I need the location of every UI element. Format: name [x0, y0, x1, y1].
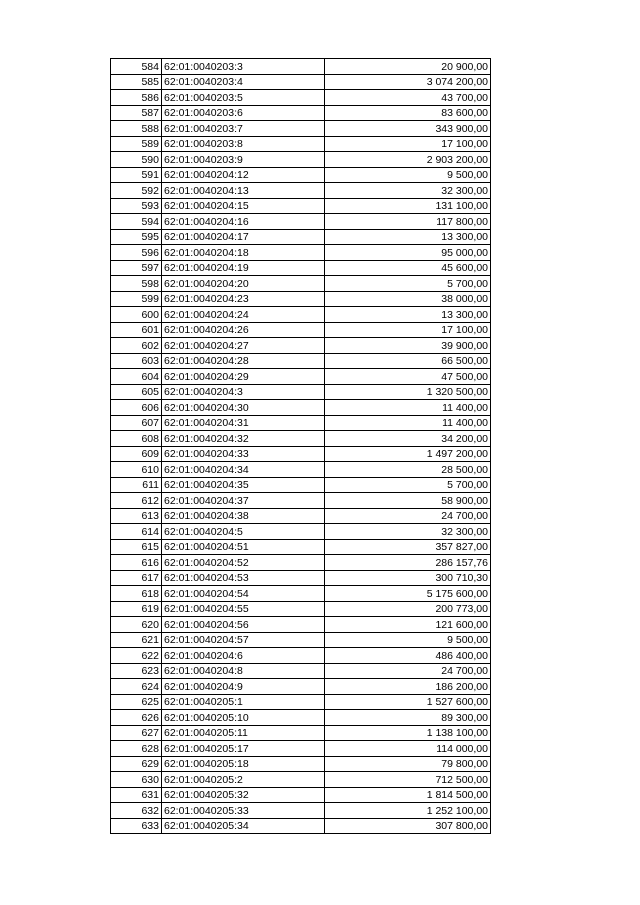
row-number-cell: 593: [111, 198, 162, 214]
cadastral-value-cell: 300 710,30: [325, 570, 491, 586]
cadastral-value-cell: 2 903 200,00: [325, 152, 491, 168]
row-number-cell: 626: [111, 710, 162, 726]
row-number-cell: 587: [111, 105, 162, 121]
table-row: [111, 291, 491, 307]
row-number-cell: 609: [111, 446, 162, 462]
row-number-cell: 589: [111, 136, 162, 152]
cadastral-number-cell: 62:01:0040204:53: [162, 570, 325, 586]
cadastral-number-cell: 62:01:0040204:27: [162, 338, 325, 354]
cadastral-number-cell: 62:01:0040204:35: [162, 477, 325, 493]
row-number-cell: 630: [111, 772, 162, 788]
table-row: [111, 741, 491, 757]
row-number-cell: 621: [111, 632, 162, 648]
cadastral-number-cell: 62:01:0040204:19: [162, 260, 325, 276]
cadastral-number-cell: 62:01:0040203:4: [162, 74, 325, 90]
table-row: [111, 183, 491, 199]
row-number-cell: 591: [111, 167, 162, 183]
cadastral-number-cell: 62:01:0040204:6: [162, 648, 325, 664]
cadastral-number-cell: 62:01:0040204:51: [162, 539, 325, 555]
cadastral-number-cell: 62:01:0040204:37: [162, 493, 325, 509]
table-row: [111, 663, 491, 679]
row-number-cell: 628: [111, 741, 162, 757]
cadastral-number-cell: 62:01:0040203:6: [162, 105, 325, 121]
cadastral-value-cell: 89 300,00: [325, 710, 491, 726]
cadastral-number-cell: 62:01:0040204:12: [162, 167, 325, 183]
table-row: [111, 415, 491, 431]
cadastral-number-cell: 62:01:0040204:32: [162, 431, 325, 447]
cadastral-number-cell: 62:01:0040205:33: [162, 803, 325, 819]
table-row: [111, 214, 491, 230]
cadastral-number-cell: 62:01:0040205:11: [162, 725, 325, 741]
row-number-cell: 606: [111, 400, 162, 416]
table-row: [111, 59, 491, 75]
cadastral-value-cell: 9 500,00: [325, 167, 491, 183]
table-row: [111, 756, 491, 772]
cadastral-value-cell: 11 400,00: [325, 400, 491, 416]
cadastral-number-cell: 62:01:0040204:31: [162, 415, 325, 431]
cadastral-number-cell: 62:01:0040204:20: [162, 276, 325, 292]
cadastral-value-cell: 1 814 500,00: [325, 787, 491, 803]
table-row: [111, 369, 491, 385]
table-row: [111, 694, 491, 710]
row-number-cell: 603: [111, 353, 162, 369]
table-row: [111, 710, 491, 726]
row-number-cell: 602: [111, 338, 162, 354]
row-number-cell: 633: [111, 818, 162, 834]
cadastral-value-cell: 121 600,00: [325, 617, 491, 633]
cadastral-value-cell: 24 700,00: [325, 508, 491, 524]
row-number-cell: 585: [111, 74, 162, 90]
cadastral-value-cell: 1 138 100,00: [325, 725, 491, 741]
table-row: [111, 152, 491, 168]
row-number-cell: 594: [111, 214, 162, 230]
cadastral-value-cell: 47 500,00: [325, 369, 491, 385]
table-row: [111, 725, 491, 741]
cadastral-number-cell: 62:01:0040204:3: [162, 384, 325, 400]
cadastral-number-cell: 62:01:0040205:18: [162, 756, 325, 772]
cadastral-number-cell: 62:01:0040204:5: [162, 524, 325, 540]
cadastral-value-cell: 34 200,00: [325, 431, 491, 447]
cadastral-number-cell: 62:01:0040204:26: [162, 322, 325, 338]
row-number-cell: 597: [111, 260, 162, 276]
table-row: [111, 818, 491, 834]
cadastral-number-cell: 62:01:0040204:24: [162, 307, 325, 323]
cadastral-number-cell: 62:01:0040203:9: [162, 152, 325, 168]
row-number-cell: 624: [111, 679, 162, 695]
cadastral-number-cell: 62:01:0040205:17: [162, 741, 325, 757]
table-row: [111, 400, 491, 416]
row-number-cell: 618: [111, 586, 162, 602]
cadastral-number-cell: 62:01:0040203:3: [162, 59, 325, 75]
table-row: [111, 198, 491, 214]
table-row: [111, 462, 491, 478]
cadastral-number-cell: 62:01:0040204:8: [162, 663, 325, 679]
row-number-cell: 590: [111, 152, 162, 168]
cadastral-value-cell: 5 700,00: [325, 276, 491, 292]
table-row: [111, 74, 491, 90]
cadastral-number-cell: 62:01:0040205:34: [162, 818, 325, 834]
cadastral-number-cell: 62:01:0040204:9: [162, 679, 325, 695]
cadastral-value-cell: 1 320 500,00: [325, 384, 491, 400]
row-number-cell: 612: [111, 493, 162, 509]
row-number-cell: 598: [111, 276, 162, 292]
cadastral-number-cell: 62:01:0040204:18: [162, 245, 325, 261]
cadastral-value-cell: 79 800,00: [325, 756, 491, 772]
cadastral-value-cell: 11 400,00: [325, 415, 491, 431]
table-row: [111, 617, 491, 633]
cadastral-number-cell: 62:01:0040204:16: [162, 214, 325, 230]
table-row: [111, 632, 491, 648]
row-number-cell: 586: [111, 90, 162, 106]
cadastral-value-cell: 5 175 600,00: [325, 586, 491, 602]
table-row: [111, 260, 491, 276]
table-row: [111, 679, 491, 695]
row-number-cell: 617: [111, 570, 162, 586]
row-number-cell: 610: [111, 462, 162, 478]
row-number-cell: 623: [111, 663, 162, 679]
cadastral-number-cell: 62:01:0040205:2: [162, 772, 325, 788]
table-row: [111, 431, 491, 447]
cadastral-value-cell: 83 600,00: [325, 105, 491, 121]
table-row: [111, 121, 491, 137]
cadastral-number-cell: 62:01:0040205:1: [162, 694, 325, 710]
cadastral-value-cell: 343 900,00: [325, 121, 491, 137]
cadastral-number-cell: 62:01:0040203:7: [162, 121, 325, 137]
cadastral-value-cell: 28 500,00: [325, 462, 491, 478]
row-number-cell: 608: [111, 431, 162, 447]
cadastral-number-cell: 62:01:0040204:56: [162, 617, 325, 633]
cadastral-value-cell: 32 300,00: [325, 524, 491, 540]
table-row: [111, 508, 491, 524]
row-number-cell: 631: [111, 787, 162, 803]
table-row: [111, 555, 491, 571]
cadastral-value-table: [110, 58, 491, 834]
cadastral-value-cell: 95 000,00: [325, 245, 491, 261]
cadastral-value-cell: 32 300,00: [325, 183, 491, 199]
row-number-cell: 615: [111, 539, 162, 555]
cadastral-number-cell: 62:01:0040204:33: [162, 446, 325, 462]
cadastral-number-cell: 62:01:0040204:15: [162, 198, 325, 214]
table-row: [111, 493, 491, 509]
cadastral-value-cell: 43 700,00: [325, 90, 491, 106]
row-number-cell: 627: [111, 725, 162, 741]
table-row: [111, 90, 491, 106]
cadastral-number-cell: 62:01:0040205:10: [162, 710, 325, 726]
row-number-cell: 605: [111, 384, 162, 400]
table-row: [111, 167, 491, 183]
cadastral-value-cell: 24 700,00: [325, 663, 491, 679]
row-number-cell: 632: [111, 803, 162, 819]
table-row: [111, 353, 491, 369]
row-number-cell: 592: [111, 183, 162, 199]
cadastral-value-cell: 1 497 200,00: [325, 446, 491, 462]
cadastral-number-cell: 62:01:0040204:17: [162, 229, 325, 245]
table-row: [111, 307, 491, 323]
table-row: [111, 570, 491, 586]
cadastral-number-cell: 62:01:0040204:34: [162, 462, 325, 478]
cadastral-value-cell: 186 200,00: [325, 679, 491, 695]
cadastral-value-cell: 486 400,00: [325, 648, 491, 664]
table-row: [111, 245, 491, 261]
cadastral-value-cell: 357 827,00: [325, 539, 491, 555]
table-row: [111, 477, 491, 493]
row-number-cell: 616: [111, 555, 162, 571]
table-row: [111, 136, 491, 152]
row-number-cell: 601: [111, 322, 162, 338]
row-number-cell: 595: [111, 229, 162, 245]
cadastral-number-cell: 62:01:0040203:5: [162, 90, 325, 106]
cadastral-value-cell: 5 700,00: [325, 477, 491, 493]
table-row: [111, 787, 491, 803]
row-number-cell: 629: [111, 756, 162, 772]
row-number-cell: 599: [111, 291, 162, 307]
cadastral-value-cell: 1 252 100,00: [325, 803, 491, 819]
table-row: [111, 539, 491, 555]
table-row: [111, 524, 491, 540]
row-number-cell: 596: [111, 245, 162, 261]
cadastral-value-cell: 20 900,00: [325, 59, 491, 75]
cadastral-value-cell: 13 300,00: [325, 307, 491, 323]
table-row: [111, 446, 491, 462]
cadastral-value-cell: 17 100,00: [325, 322, 491, 338]
cadastral-value-cell: 286 157,76: [325, 555, 491, 571]
table-row: [111, 105, 491, 121]
cadastral-number-cell: 62:01:0040204:38: [162, 508, 325, 524]
cadastral-number-cell: 62:01:0040203:8: [162, 136, 325, 152]
row-number-cell: 584: [111, 59, 162, 75]
cadastral-value-cell: 131 100,00: [325, 198, 491, 214]
row-number-cell: 614: [111, 524, 162, 540]
table-row: [111, 803, 491, 819]
cadastral-value-cell: 1 527 600,00: [325, 694, 491, 710]
cadastral-number-cell: 62:01:0040204:13: [162, 183, 325, 199]
row-number-cell: 604: [111, 369, 162, 385]
cadastral-number-cell: 62:01:0040204:30: [162, 400, 325, 416]
cadastral-value-cell: 712 500,00: [325, 772, 491, 788]
cadastral-value-cell: 114 000,00: [325, 741, 491, 757]
row-number-cell: 619: [111, 601, 162, 617]
cadastral-number-cell: 62:01:0040204:52: [162, 555, 325, 571]
table-row: [111, 772, 491, 788]
table-row: [111, 229, 491, 245]
cadastral-number-cell: 62:01:0040204:54: [162, 586, 325, 602]
cadastral-value-cell: 307 800,00: [325, 818, 491, 834]
table-row: [111, 648, 491, 664]
cadastral-value-cell: 200 773,00: [325, 601, 491, 617]
row-number-cell: 620: [111, 617, 162, 633]
table-body: [111, 59, 491, 834]
row-number-cell: 600: [111, 307, 162, 323]
cadastral-number-cell: 62:01:0040204:23: [162, 291, 325, 307]
cadastral-number-cell: 62:01:0040204:28: [162, 353, 325, 369]
table-row: [111, 384, 491, 400]
cadastral-value-cell: 45 600,00: [325, 260, 491, 276]
cadastral-value-cell: 13 300,00: [325, 229, 491, 245]
cadastral-value-cell: 58 900,00: [325, 493, 491, 509]
table-row: [111, 338, 491, 354]
cadastral-value-cell: 117 800,00: [325, 214, 491, 230]
table-row: [111, 322, 491, 338]
cadastral-value-cell: 39 900,00: [325, 338, 491, 354]
cadastral-value-cell: 9 500,00: [325, 632, 491, 648]
row-number-cell: 625: [111, 694, 162, 710]
row-number-cell: 588: [111, 121, 162, 137]
table-row: [111, 586, 491, 602]
row-number-cell: 611: [111, 477, 162, 493]
cadastral-number-cell: 62:01:0040204:55: [162, 601, 325, 617]
row-number-cell: 622: [111, 648, 162, 664]
cadastral-number-cell: 62:01:0040205:32: [162, 787, 325, 803]
cadastral-value-cell: 38 000,00: [325, 291, 491, 307]
row-number-cell: 607: [111, 415, 162, 431]
cadastral-value-cell: 66 500,00: [325, 353, 491, 369]
row-number-cell: 613: [111, 508, 162, 524]
cadastral-value-cell: 3 074 200,00: [325, 74, 491, 90]
table-row: [111, 601, 491, 617]
cadastral-number-cell: 62:01:0040204:29: [162, 369, 325, 385]
cadastral-number-cell: 62:01:0040204:57: [162, 632, 325, 648]
cadastral-value-cell: 17 100,00: [325, 136, 491, 152]
table-row: [111, 276, 491, 292]
